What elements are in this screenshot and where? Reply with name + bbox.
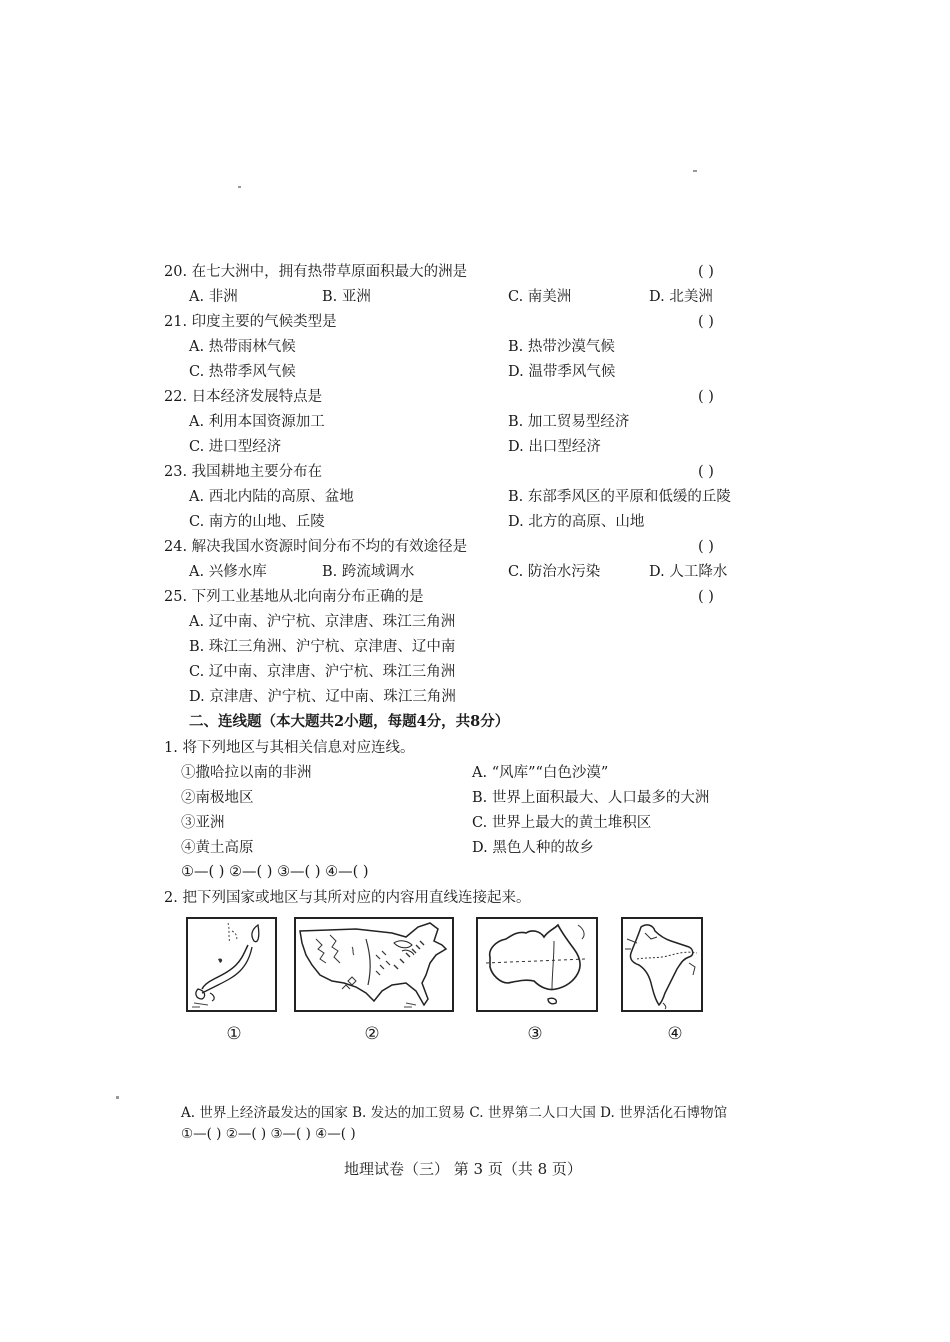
question-22-option-c: C. 进口型经济 [189, 439, 282, 455]
question-20-stem: 20. 在七大洲中，拥有热带草原面积最大的洲是 [164, 264, 468, 280]
question-25-option-d: D. 京津唐、沪宁杭、辽中南、珠江三角洲 [189, 689, 456, 705]
map-australia [476, 917, 598, 1012]
matching-q2-options[interactable]: A. 世界上经济最发达的国家 B. 发达的加工贸易 C. 世界第二人口大国 D. 世界活化石博物馆 [181, 1105, 728, 1121]
question-25-stem: 25. 下列工业基地从北向南分布正确的是 [164, 589, 424, 605]
question-23-option-d: D. 北方的高原、山地 [508, 514, 645, 530]
question-25-option-b: B. 珠江三角洲、沪宁杭、京津唐、辽中南 [189, 639, 456, 655]
question-24-stem: 24. 解决我国水资源时间分布不均的有效途径是 [164, 539, 468, 555]
matching-q2-stem: 2. 把下列国家或地区与其所对应的内容用直线连接起来。 [164, 890, 531, 906]
question-20-answer-blank[interactable]: ( ) [698, 264, 714, 280]
question-24-option-b: B. 跨流域调水 [322, 564, 415, 580]
australia-map-graphic [478, 919, 596, 1010]
matching-q1-left-1[interactable]: ①撒哈拉以南的非洲 [181, 765, 312, 781]
scan-speck [238, 186, 241, 188]
question-24-answer-blank[interactable]: ( ) [698, 539, 714, 555]
matching-q1-right-d[interactable]: D. 黑色人种的故乡 [472, 840, 594, 856]
question-23-option-c: C. 南方的山地、丘陵 [189, 514, 325, 530]
section-2-title: 二、连线题（本大题共2小题，每题4分，共8分） [189, 713, 510, 730]
matching-q1-left-2[interactable]: ②南极地区 [181, 790, 254, 806]
matching-q1-stem: 1. 将下列地区与其相关信息对应连线。 [164, 740, 415, 756]
question-21-option-b: B. 热带沙漠气候 [508, 339, 615, 355]
scan-speck [116, 1096, 119, 1099]
question-22-option-a: A. 利用本国资源加工 [189, 414, 325, 430]
usa-map-graphic [296, 919, 452, 1010]
india-map-graphic [623, 919, 701, 1010]
matching-q1-right-b[interactable]: B. 世界上面积最大、人口最多的大洲 [472, 790, 710, 806]
question-23-option-a: A. 西北内陆的高原、盆地 [189, 489, 354, 505]
question-21-option-d: D. 温带季风气候 [508, 364, 616, 380]
japan-map-graphic [188, 919, 275, 1010]
question-24-option-d: D. 人工降水 [649, 564, 728, 580]
matching-q1-right-a[interactable]: A. “风库”“白色沙漠” [472, 765, 609, 781]
page-footer: 地理试卷（三） 第 3 页（共 8 页） [344, 1160, 582, 1178]
question-22-stem: 22. 日本经济发展特点是 [164, 389, 323, 405]
question-21-stem: 21. 印度主要的气候类型是 [164, 314, 337, 330]
question-22-option-d: D. 出口型经济 [508, 439, 601, 455]
question-23-option-b: B. 东部季风区的平原和低缓的丘陵 [508, 489, 731, 505]
question-24-option-c: C. 防治水污染 [508, 564, 601, 580]
question-21-option-a: A. 热带雨林气候 [189, 339, 296, 355]
map-label-4: ④ [667, 1024, 683, 1044]
map-india [621, 917, 703, 1012]
question-20-option-c: C. 南美洲 [508, 289, 572, 305]
map-label-2: ② [364, 1024, 380, 1044]
map-united-states [294, 917, 454, 1012]
scan-speck [693, 170, 697, 172]
matching-q1-left-4[interactable]: ④黄土高原 [181, 840, 254, 856]
matching-q2-answer-line[interactable]: ①—( ) ②—( ) ③—( ) ④—( ) [181, 1126, 356, 1142]
question-25-option-c: C. 辽中南、京津唐、沪宁杭、珠江三角洲 [189, 664, 456, 680]
matching-q1-right-c[interactable]: C. 世界上最大的黄土堆积区 [472, 815, 652, 831]
map-label-3: ③ [527, 1024, 543, 1044]
question-24-option-a: A. 兴修水库 [189, 564, 267, 580]
question-20-option-b: B. 亚洲 [322, 289, 371, 305]
question-25-option-a: A. 辽中南、沪宁杭、京津唐、珠江三角洲 [189, 614, 456, 630]
question-22-answer-blank[interactable]: ( ) [698, 389, 714, 405]
question-22-option-b: B. 加工贸易型经济 [508, 414, 630, 430]
question-20-option-d: D. 北美洲 [649, 289, 713, 305]
question-25-answer-blank[interactable]: ( ) [698, 589, 714, 605]
map-label-1: ① [226, 1024, 242, 1044]
map-japan [186, 917, 277, 1012]
question-21-option-c: C. 热带季风气候 [189, 364, 296, 380]
question-21-answer-blank[interactable]: ( ) [698, 314, 714, 330]
question-23-stem: 23. 我国耕地主要分布在 [164, 464, 323, 480]
matching-q1-left-3[interactable]: ③亚洲 [181, 815, 225, 831]
question-23-answer-blank[interactable]: ( ) [698, 464, 714, 480]
question-20-option-a: A. 非洲 [189, 289, 238, 305]
matching-q1-answer-line[interactable]: ①—( ) ②—( ) ③—( ) ④—( ) [181, 864, 369, 880]
